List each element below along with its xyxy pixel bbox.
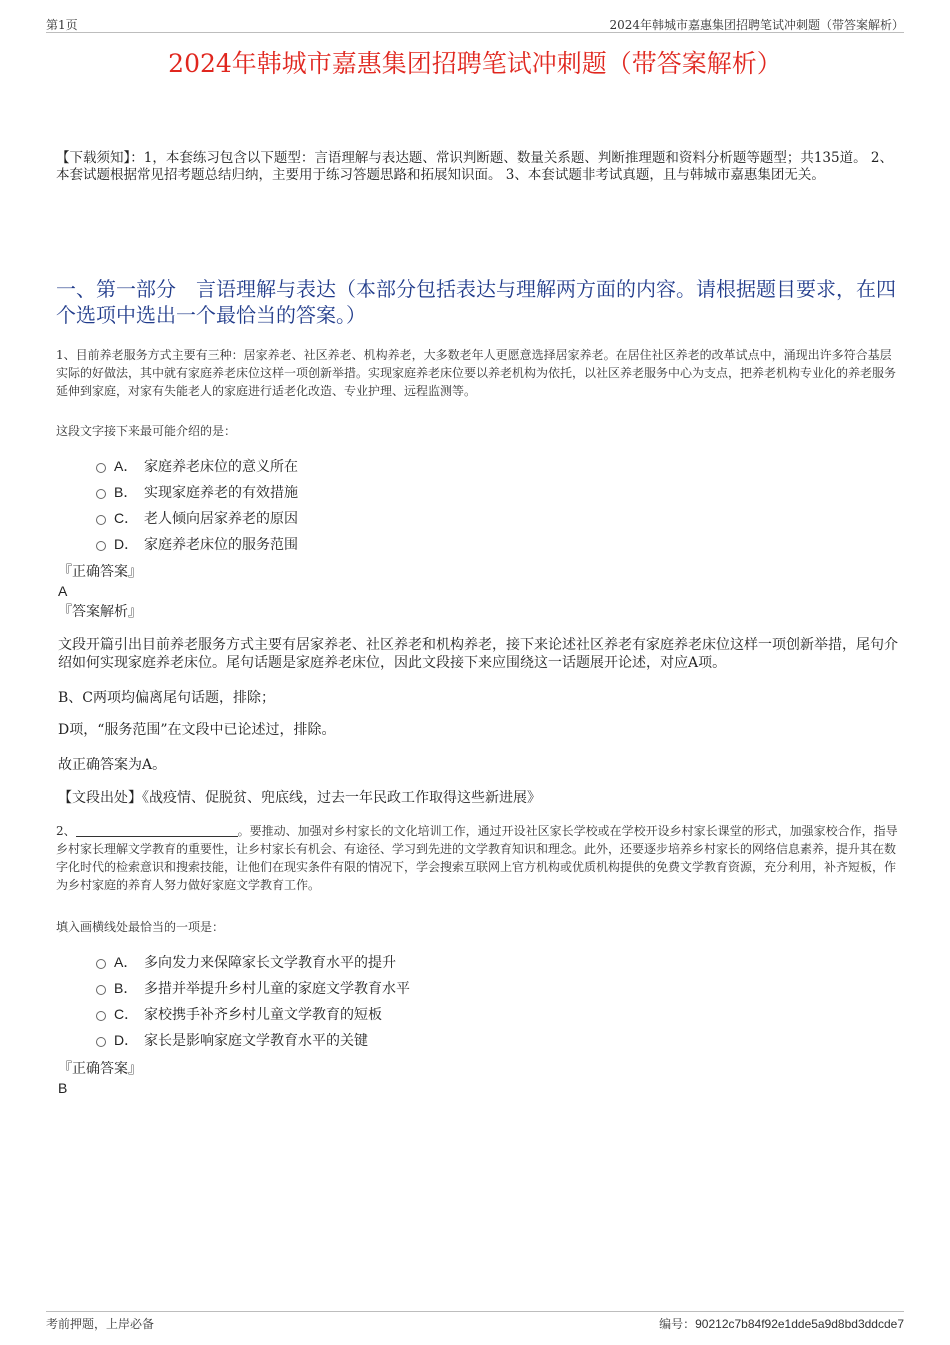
section-heading: 一、第一部分 言语理解与表达（本部分包括表达与理解两方面的内容。请根据题目要求，在四个选项中选出一个最恰当的答案。） (56, 277, 896, 327)
radio-icon[interactable] (96, 515, 106, 525)
q1-exclude-bc: B、C两项均偏离尾句话题，排除； (58, 690, 275, 706)
q1-source: 【文段出处】《战疫情、促脱贫、兜底线，过去一年民政工作取得这些新进展》 (58, 790, 541, 806)
footer-code: 编号：90212c7b84f92e1dde5a9d8bd3ddcde7 (659, 1317, 904, 1331)
q2-options (96, 952, 796, 1056)
q1-exclude-d: D项，“服务范围”在文段中已论述过，排除。 (58, 722, 336, 738)
q1-prompt: 这段文字接下来最可能介绍的是： (56, 424, 237, 438)
q2-answer-label: 『正确答案』 (58, 1061, 142, 1077)
q2-option-a[interactable]: A． 多向发力来保障家长文学教育水平的提升 (96, 952, 796, 978)
q2-option-c[interactable]: C． 家校携手补齐乡村儿童文学教育的短板 (96, 1004, 796, 1030)
q1-answer-label: 『正确答案』 (58, 564, 142, 580)
page-number: 第1页 (46, 18, 78, 32)
download-notice: 【下载须知】：1，本套练习包含以下题型：言语理解与表达题、常识判断题、数量关系题、判断推理题和资料分析题等题型；共135道。 2、本套试题根据常见招考题总结归纳，主要用于练习答题思路和拓展知识面。 3、本套试题非考试真题，且与韩城市嘉惠集团无关。 (56, 150, 893, 183)
radio-icon[interactable] (96, 463, 106, 473)
q1-analysis-label: 『答案解析』 (58, 604, 142, 620)
q1-conclusion: 故正确答案为A。 (58, 757, 167, 773)
radio-icon[interactable] (96, 959, 106, 969)
q2-option-d[interactable]: D． 家长是影响家庭文学教育水平的关键 (96, 1030, 796, 1056)
page-title: 2024年韩城市嘉惠集团招聘笔试冲刺题（带答案解析） (168, 49, 782, 78)
page-footer (46, 1311, 904, 1331)
q2-answer: B (58, 1080, 68, 1096)
q2-option-b[interactable]: B． 多措并举提升乡村儿童的家庭文学教育水平 (96, 978, 796, 1004)
q1-stem: 1、目前养老服务方式主要有三种：居家养老、社区养老、机构养老，大多数老年人更愿意选择居家养老。在居住社区养老的改革试点中，涌现出许多符合基层实际的好做法，其中就有家庭养老床位这样一项创新举措。实现家庭养老床位要以养老机构为依托，以社区养老服务中心为支点，把养老机构专业化的养老服务延伸到家庭，对家有失能老人的家庭进行适老化改造、专业护理、远程监测等。 (56, 348, 897, 398)
q1-analysis: 文段开篇引出目前养老服务方式主要有居家养老、社区养老和机构养老，接下来论述社区养老有家庭养老床位这样一项创新举措，尾句介绍如何实现家庭养老床位。尾句话题是家庭养老床位，因此文段接下来应围绕这一话题展开论述，对应A项。 (58, 637, 898, 671)
q1-option-b[interactable]: B． 实现家庭养老的有效措施 (96, 482, 796, 508)
footer-slogan: 考前押题，上岸必备 (46, 1317, 155, 1331)
q1-answer: A (58, 583, 68, 599)
page-header (46, 14, 904, 33)
radio-icon[interactable] (96, 1037, 106, 1047)
q1-option-d[interactable]: D． 家庭养老床位的服务范围 (96, 534, 796, 560)
radio-icon[interactable] (96, 1011, 106, 1021)
q1-options (96, 456, 796, 560)
radio-icon[interactable] (96, 541, 106, 551)
radio-icon[interactable] (96, 985, 106, 995)
radio-icon[interactable] (96, 489, 106, 499)
q2-stem: 2、 。要推动、加强对乡村家长的文化培训工作，通过开设社区家长学校或在学校开设乡村家长课堂的形式，加强家校合作，指导乡村家长理解文学教育的重要性，让乡村家长有机会、有途径、学习到先进的文学教育知识和理念。此外，还要逐步培养乡村家长的网络信息素养，提升其在数字化时代的检索意识和搜索技能，让他们在现实条件有限的情况下，学会搜索互联网上官方机构或优质机构提供的免费文学教育资源，充分利用，补齐短板，作为乡村家庭的养育人努力做好家庭文学教育工作。 (56, 824, 898, 892)
header-doc-title: 2024年韩城市嘉惠集团招聘笔试冲刺题（带答案解析） (609, 18, 904, 32)
q2-prompt: 填入画横线处最恰当的一项是： (56, 920, 225, 934)
fill-blank (76, 824, 238, 837)
q1-option-c[interactable]: C． 老人倾向居家养老的原因 (96, 508, 796, 534)
q1-option-a[interactable]: A． 家庭养老床位的意义所在 (96, 456, 796, 482)
